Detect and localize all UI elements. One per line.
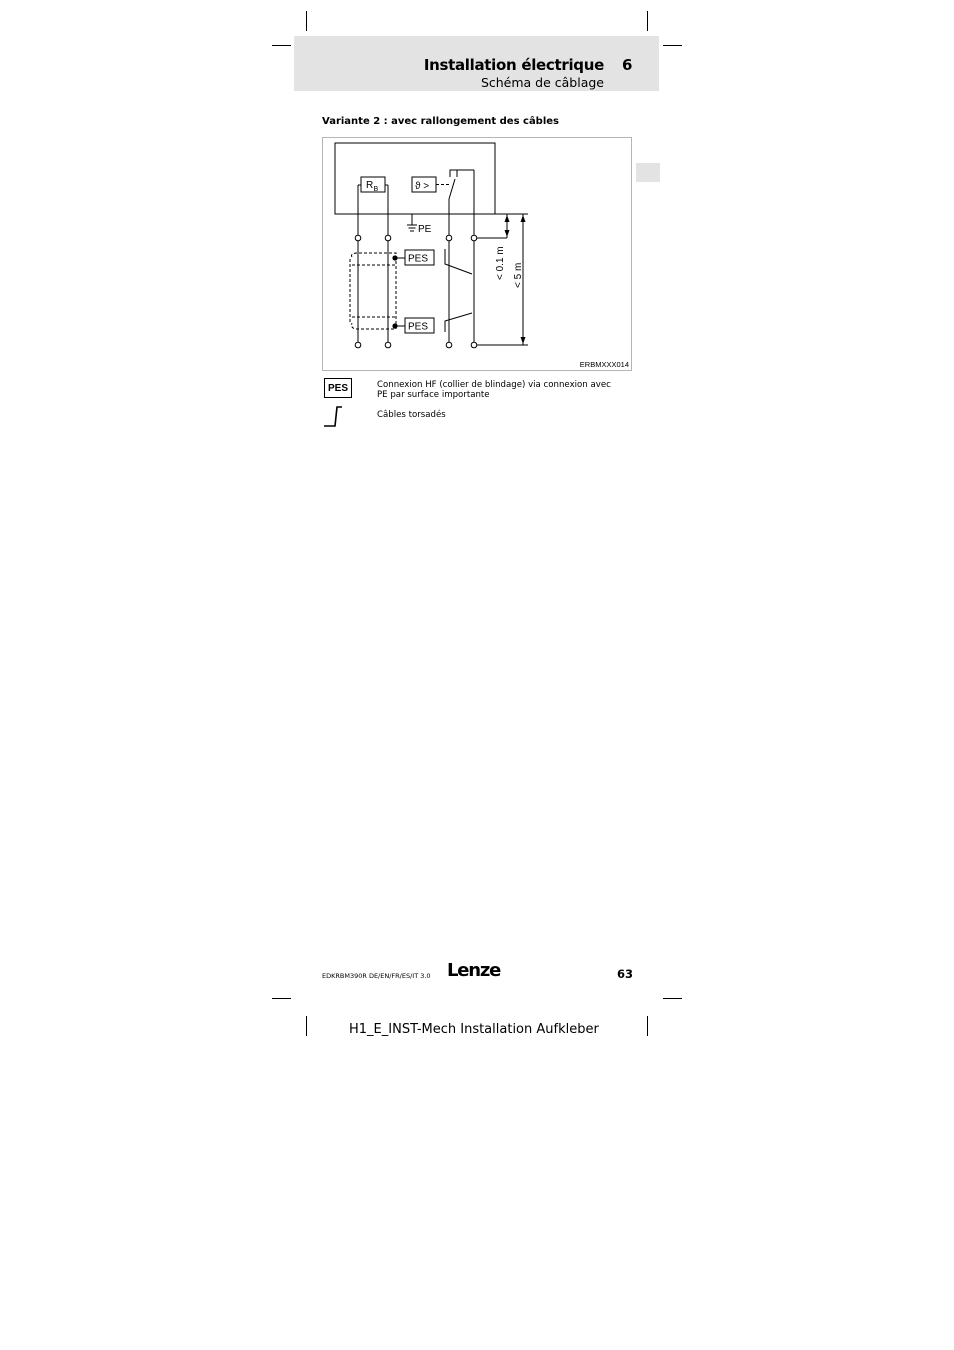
crop-mark	[663, 998, 682, 999]
thermal-label: ϑ >	[415, 181, 430, 192]
twisted-cable-icon	[322, 403, 346, 429]
lenze-logo: Lenze	[447, 960, 501, 981]
legend-pes-text: Connexion HF (collier de blindage) via connexion avec PE par surface importante	[377, 380, 611, 400]
distance-short-label: < 0.1 m	[495, 246, 506, 280]
pe-label: PE	[418, 224, 432, 235]
device-box	[335, 143, 495, 214]
wiring-diagram	[322, 137, 632, 371]
section-title: Variante 2 : avec rallongement des câbles	[322, 116, 560, 127]
crop-mark	[663, 45, 682, 46]
page-subtitle: Schéma de câblage	[480, 75, 604, 90]
page-title: Installation électrique	[423, 56, 604, 74]
rb-label: R	[366, 180, 374, 191]
chapter-number: 6	[622, 56, 633, 74]
pes-label-bottom: PES	[408, 321, 429, 333]
page-number: 63	[617, 967, 634, 981]
sticker-label: H1_E_INST-Mech Installation Aufkleber	[349, 1022, 599, 1037]
legend-twisted-text: Câbles torsadés	[377, 410, 446, 420]
crop-mark	[306, 1016, 307, 1036]
pes-label-top: PES	[408, 253, 429, 265]
crop-mark	[272, 998, 291, 999]
pes-icon: PES	[324, 378, 352, 398]
crop-mark	[647, 1016, 648, 1036]
switch-blade	[449, 179, 455, 199]
distance-long-label: < 5 m	[513, 262, 524, 288]
crop-mark	[306, 11, 307, 31]
crop-mark	[647, 11, 648, 31]
switch-top	[450, 170, 457, 177]
rb-subscript: B	[373, 186, 379, 193]
footer-doc-reference: EDKRBM390R DE/EN/FR/ES/IT 3.0	[322, 972, 431, 980]
crop-mark	[272, 45, 291, 46]
figure-code: ERBMXXX014	[579, 360, 629, 369]
chapter-tab-marker	[636, 163, 660, 182]
